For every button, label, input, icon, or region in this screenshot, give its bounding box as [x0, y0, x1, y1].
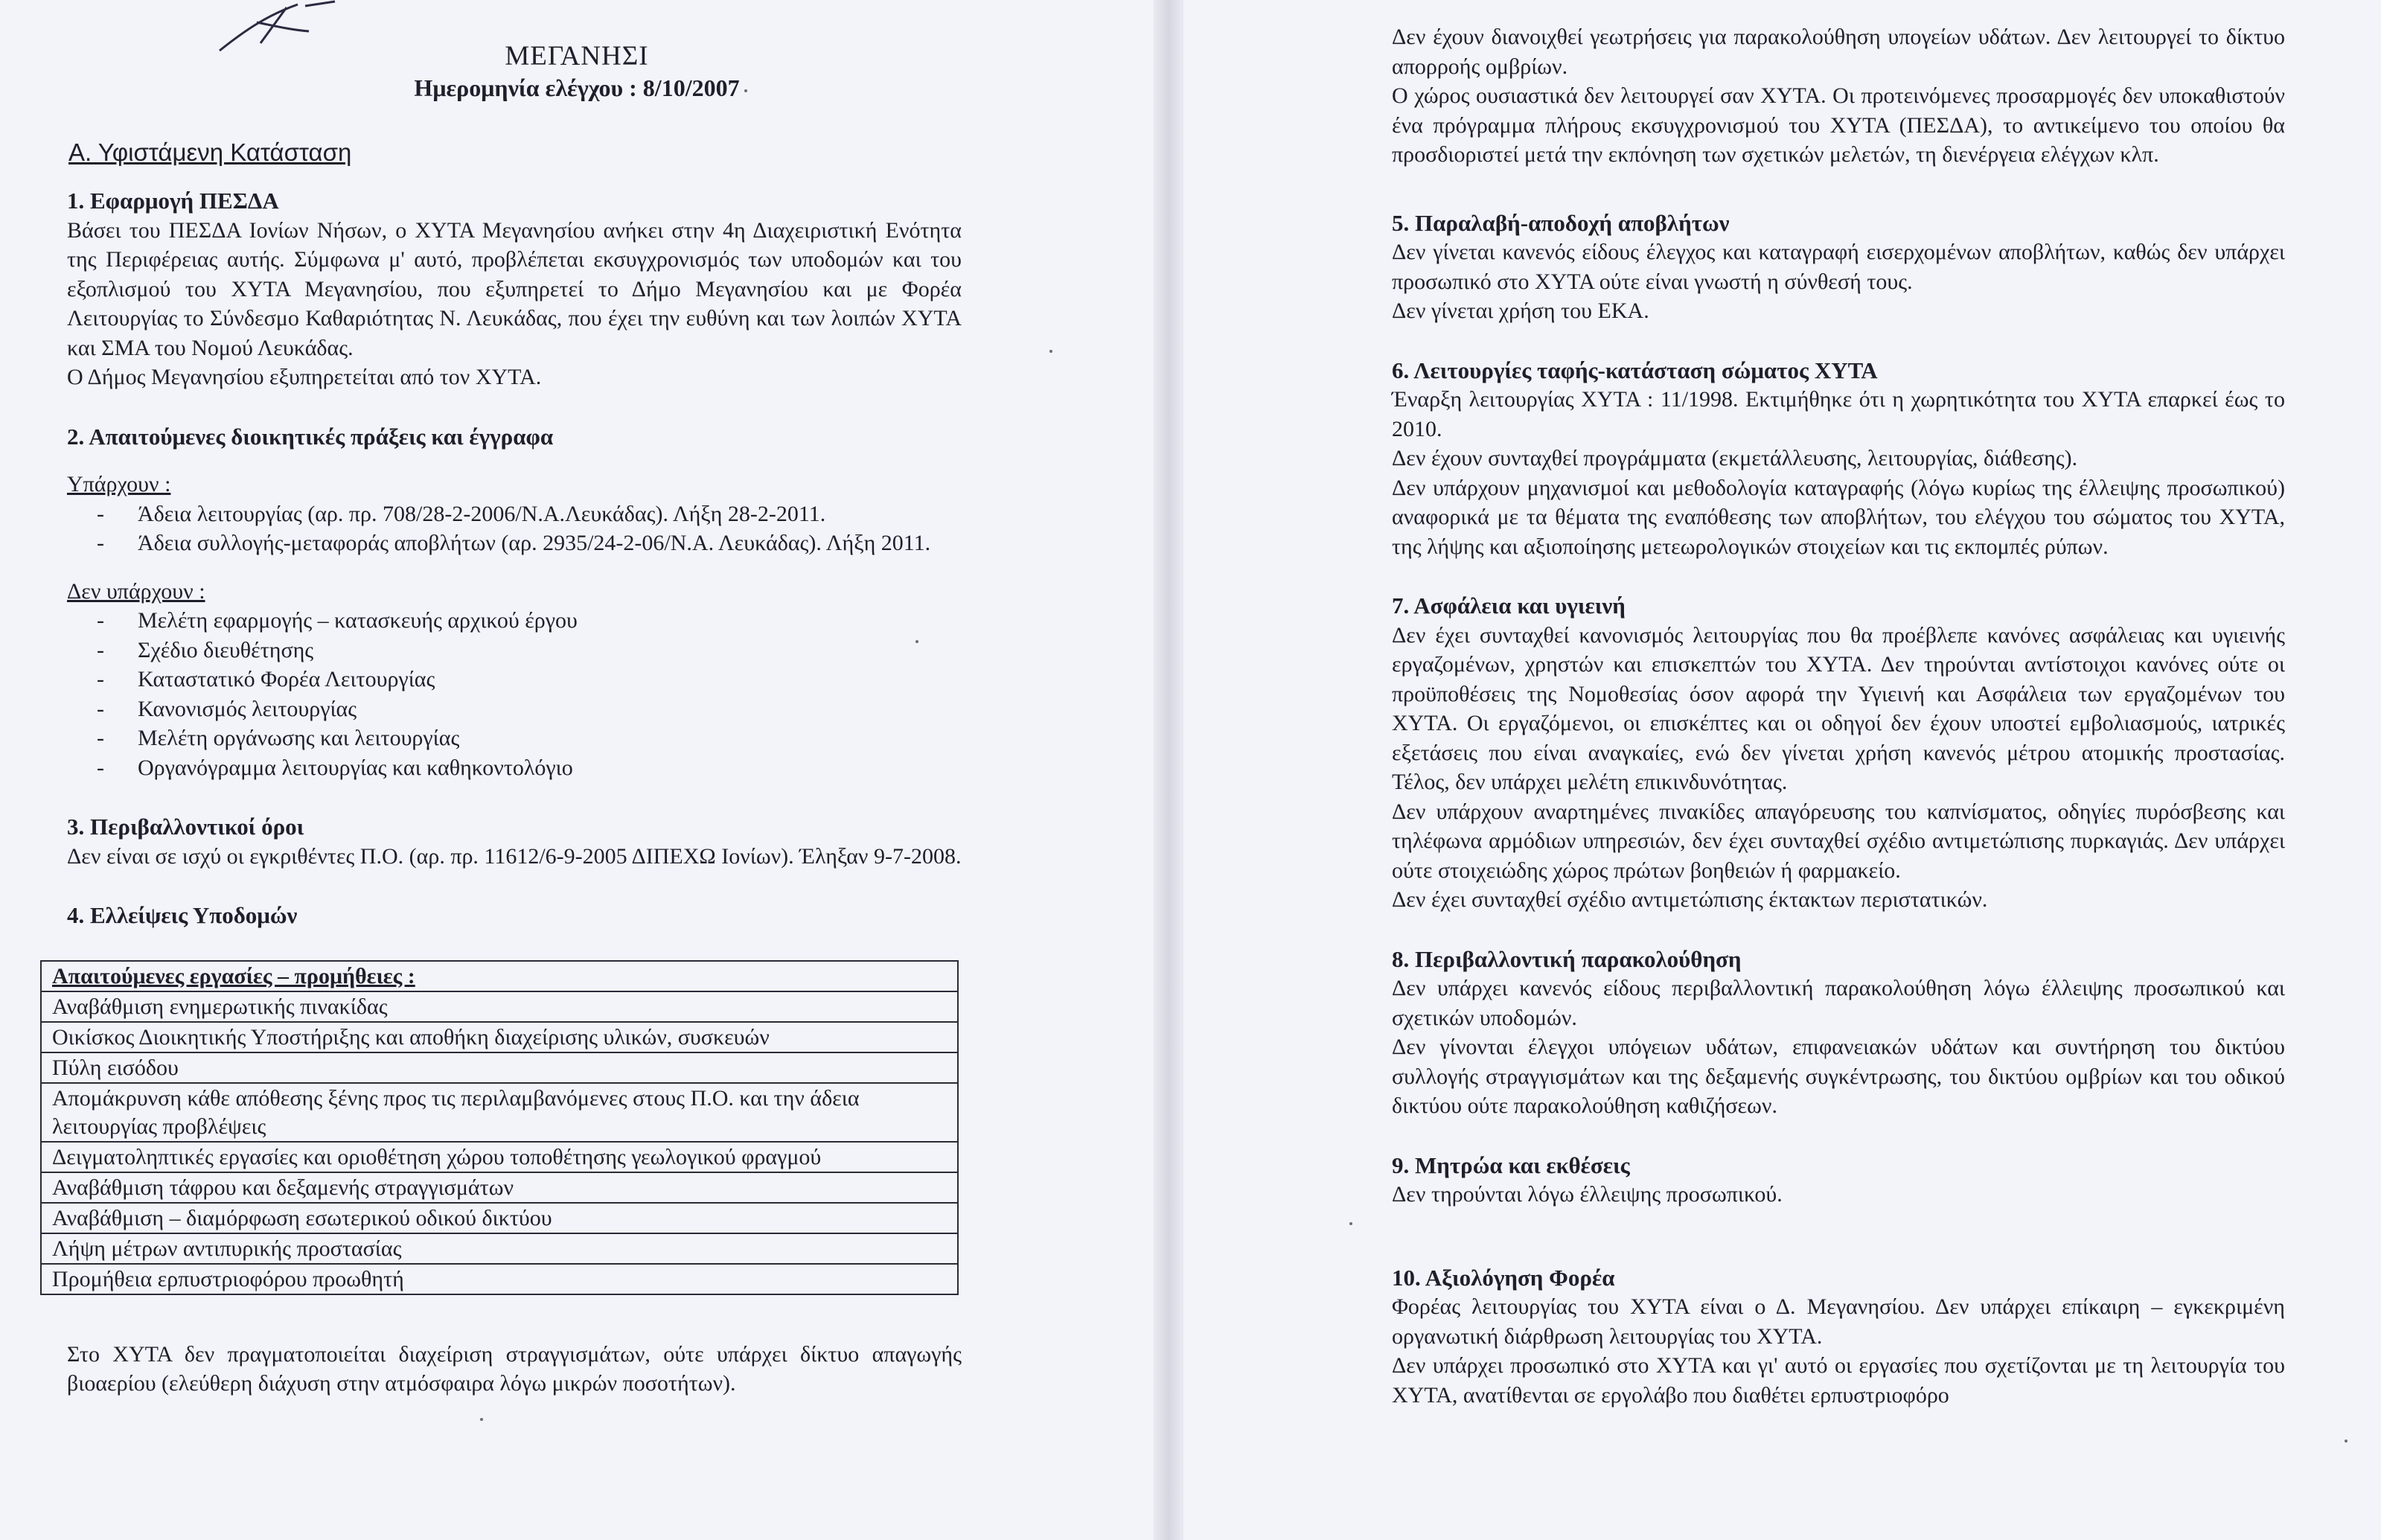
scan-speck	[1049, 350, 1052, 353]
section-7-body-2: Δεν υπάρχουν αναρτημένες πινακίδες απαγόρευσης του καπνίσματος, οδηγίες πυρόσβεσης και τηλέφωνα αρμόδιων υπηρεσιών, δεν έχει συνταχθεί σχέδιο αντιμετώπισης πυρκαγιάς. Δεν υπάρχει ούτε στοιχειώδης χώρος πρώτων βοηθειών ή φαρμακείο.	[1392, 799, 2285, 883]
existing-docs-label: Υπάρχουν :	[67, 472, 171, 496]
scan-speck	[915, 640, 918, 643]
table-row: Οικίσκος Διοικητικής Υποστήριξης και αποθήκη διαχείρισης υλικών, συσκευών	[41, 1022, 958, 1052]
right-column	[1392, 22, 2285, 1410]
section-a-heading: Α. Υφιστάμενη Κατάσταση	[68, 138, 352, 166]
list-item: - Καταστατικό Φορέα Λειτουργίας	[97, 665, 962, 694]
section-8-heading: 8. Περιβαλλοντική παρακολούθηση	[1392, 945, 1742, 972]
required-works-table	[40, 960, 959, 1295]
section-1-body-2: Ο Δήμος Μεγανησίου εξυπηρετείται από τον ΧΥΤΑ.	[67, 365, 542, 389]
list-item: - Μελέτη εφαρμογής – κατασκευής αρχικού έργου	[97, 606, 962, 636]
section-8-body: Δεν υπάρχει κανενός είδους περιβαλλοντική παρακολούθηση λόγω έλλειψης προσωπικού και σχετικών υποδομών.	[1392, 976, 2285, 1030]
section-1-heading: 1. Εφαρμογή ΠΕΣΔΑ	[67, 188, 279, 214]
list-item: - Σχέδιο διευθέτησης	[97, 636, 962, 665]
table-row: Αναβάθμιση ενημερωτικής πινακίδας	[41, 991, 958, 1022]
list-item: - Άδεια λειτουργίας (αρ. πρ. 708/28-2-2006/Ν.Α.Λευκάδας). Λήξη 28-2-2011.	[97, 499, 962, 529]
list-item: - Οργανόγραμμα λειτουργίας και καθηκοντολόγιο	[97, 753, 962, 783]
missing-docs-list	[67, 606, 962, 782]
table-row: Πύλη εισόδου	[41, 1052, 958, 1083]
section-6-body-3: Δεν υπάρχουν μηχανισμοί και μεθοδολογία καταγραφής (λόγω κυρίως της έλλειψης προσωπικού) αναφορικά με τα θέματα της εναπόθεσης των αποβλήτων, του ελέγχου του σώματος του ΧΥΤΑ, της λήψης και αξιοποίησης μετεωρολογικών στοιχείων και τις εκπομπές ρύπων.	[1392, 475, 2285, 559]
list-item: - Κανονισμός λειτουργίας	[97, 694, 962, 724]
table-row: Λήψη μέτρων αντιπυρικής προστασίας	[41, 1233, 958, 1264]
table-row: Δειγματοληπτικές εργασίες και οριοθέτηση χώρου τοποθέτησης γεωλογικού φραγμού	[41, 1142, 958, 1172]
section-3-heading: 3. Περιβαλλοντικοί όροι	[67, 814, 304, 840]
section-10-heading: 10. Αξιολόγηση Φορέα	[1392, 1264, 1615, 1291]
scan-speck	[2345, 1440, 2348, 1442]
existing-docs-list	[67, 499, 962, 558]
continuation-paragraph-2: Ο χώρος ουσιαστικά δεν λειτουργεί σαν ΧΥΤΑ. Οι προτεινόμενες προσαρμογές δεν υποκαθιστούν ένα πρόγραμμα πλήρους εκσυγχρονισμού του ΧΥΤΑ (ΠΕΣΔΑ), το αντικείμενο του οποίου θα προσδιοριστεί μετά την εκπόνηση των σχετικών μελετών, τη διενέργεια ελέγχων κλπ.	[1392, 83, 2285, 167]
section-10-body-2: Δεν υπάρχει προσωπικό στο ΧΥΤΑ και γι' αυτό οι εργασίες που σχετίζονται με τη λειτουργία του ΧΥΤΑ, ανατίθενται σε εργολάβο που διαθέτει ερπυστριοφόρο	[1392, 1353, 2285, 1408]
scan-speck	[744, 89, 747, 92]
table-header: Απαιτούμενες εργασίες – προμήθειες :	[41, 961, 958, 991]
left-column	[52, 186, 962, 1399]
section-6-heading: 6. Λειτουργίες ταφής-κατάσταση σώματος ΧΥΤΑ	[1392, 357, 1878, 383]
table-row: Αναβάθμιση – διαμόρφωση εσωτερικού οδικού δικτύου	[41, 1203, 958, 1233]
section-9-heading: 9. Μητρώα και εκθέσεις	[1392, 1151, 1630, 1178]
page-gutter	[1154, 0, 1183, 1540]
section-3-body: Δεν είναι σε ισχύ οι εγκριθέντες Π.Ο. (αρ. πρ. 11612/6-9-2005 ΔΙΠΕΧΩ Ιονίων). Έληξαν 9-7-2008.	[67, 843, 962, 869]
list-item: - Άδεια συλλογής-μεταφοράς αποβλήτων (αρ. 2935/24-2-06/Ν.Α. Λευκάδας). Λήξη 2011.	[97, 528, 962, 558]
inspection-date: Ημερομηνία ελέγχου : 8/10/2007	[414, 74, 740, 101]
section-6-body: Έναρξη λειτουργίας ΧΥΤΑ : 11/1998. Εκτιμήθηκε ότι η χωρητικότητα του ΧΥΤΑ επαρκεί έως το 2010.	[1392, 387, 2285, 441]
section-7-body: Δεν έχει συνταχθεί κανονισμός λειτουργίας που θα προέβλεπε κανόνες ασφάλειας και υγιεινής εργαζομένων, χρηστών και επισκεπτών του ΧΥΤΑ. Δεν τηρούνται αντίστοιχοι κανόνες ούτε οι προϋποθέσεις της Νομοθεσίας όσον αφορά την Υγιεινή και Ασφάλεια των εργαζομένων του ΧΥΤΑ. Οι εργαζόμενοι, οι επισκέπτες και οι οδηγοί δεν έχουν υποστεί εμβολιασμούς, ιατρικές εξετάσεις που είναι αναγκαίες, ενώ δεν γίνεται χρήση κανενός μέτρου ατομικής προστασίας. Τέλος, δεν υπάρχει μελέτη επικινδυνότητας.	[1392, 622, 2285, 794]
table-row: Απομάκρυνση κάθε απόθεσης ξένης προς τις περιλαμβανόμενες στους Π.Ο. και την άδεια λειτουργίας προβλέψεις	[41, 1083, 958, 1142]
section-10-body: Φορέας λειτουργίας του ΧΥΤΑ είναι ο Δ. Μεγανησίου. Δεν υπάρχει επίκαιρη – εγκεκριμένη οργανωτική διάρθρωση λειτουργίας του ΧΥΤΑ.	[1392, 1294, 2285, 1349]
document-title: ΜΕΓΑΝΗΣΙ	[505, 41, 649, 71]
section-5-body: Δεν γίνεται κανενός είδους έλεγχος και καταγραφή εισερχομένων αποβλήτων, καθώς δεν υπάρχει προσωπικό στο ΧΥΤΑ ούτε είναι γνωστή η σύνθεσή τους.	[1392, 240, 2285, 294]
section-2-heading: 2. Απαιτούμενες διοικητικές πράξεις και έγγραφα	[67, 423, 554, 450]
section-6-body-2: Δεν έχουν συνταχθεί προγράμματα (εκμετάλλευσης, λειτουργίας, διάθεσης).	[1392, 446, 2078, 470]
section-5-body-2: Δεν γίνεται χρήση του ΕΚΑ.	[1392, 298, 1649, 323]
section-7-body-3: Δεν έχει συνταχθεί σχέδιο αντιμετώπισης έκτακτων περιστατικών.	[1392, 887, 1988, 912]
section-4-heading: 4. Ελλείψεις Υποδομών	[67, 902, 298, 928]
scan-speck	[480, 1418, 483, 1421]
section-5-heading: 5. Παραλαβή-αποδοχή αποβλήτων	[1392, 209, 1730, 236]
continuation-paragraph: Δεν έχουν διανοιχθεί γεωτρήσεις για παρακολούθηση υπογείων υδάτων. Δεν λειτουργεί το δίκτυο απορροής ομβρίων.	[1392, 25, 2285, 79]
missing-docs-label: Δεν υπάρχουν :	[67, 578, 205, 604]
left-page	[0, 0, 1154, 1540]
section-9-body: Δεν τηρούνται λόγω έλλειψης προσωπικού.	[1392, 1182, 1783, 1207]
section-8-body-2: Δεν γίνονται έλεγχοι υπόγειων υδάτων, επιφανειακών υδάτων και συντήρηση του δικτύου συλλογής στραγγισμάτων και της δεξαμενής συγκέντρωσης, του δικτύου ομβρίων και του οδικού δικτύου ούτε παρακολούθηση καθιζήσεων.	[1392, 1035, 2285, 1118]
table-row: Προμήθεια ερπυστριοφόρου προωθητή	[41, 1264, 958, 1294]
section-4-tail: Στο ΧΥΤΑ δεν πραγματοποιείται διαχείριση στραγγισμάτων, ούτε υπάρχει δίκτυο απαγωγής βιοαερίου (ελεύθερη διάχυση στην ατμόσφαιρα λόγω μικρών ποσοτήτων).	[67, 1341, 962, 1396]
section-7-heading: 7. Ασφάλεια και υγιεινή	[1392, 592, 1626, 619]
scan-speck	[1349, 1222, 1352, 1225]
list-item: - Μελέτη οργάνωσης και λειτουργίας	[97, 723, 962, 753]
section-1-body: Βάσει του ΠΕΣΔΑ Ιονίων Νήσων, ο ΧΥΤΑ Μεγανησίου ανήκει στην 4η Διαχειριστική Ενότητα της Περιφέρειας αυτής. Σύμφωνα μ' αυτό, προβλέπεται εκσυγχρονισμός των υποδομών και του εξοπλισμού του ΧΥΤΑ Μεγανησίου, που εξυπηρετεί το Δήμο Μεγανησίου και με Φορέα Λειτουργίας το Σύνδεσμο Καθαριότητας Ν. Λευκάδας, που έχει την ευθύνη και των λοιπών ΧΥΤΑ και ΣΜΑ του Νομού Λευκάδας.	[67, 217, 962, 360]
table-row: Αναβάθμιση τάφρου και δεξαμενής στραγγισμάτων	[41, 1172, 958, 1203]
